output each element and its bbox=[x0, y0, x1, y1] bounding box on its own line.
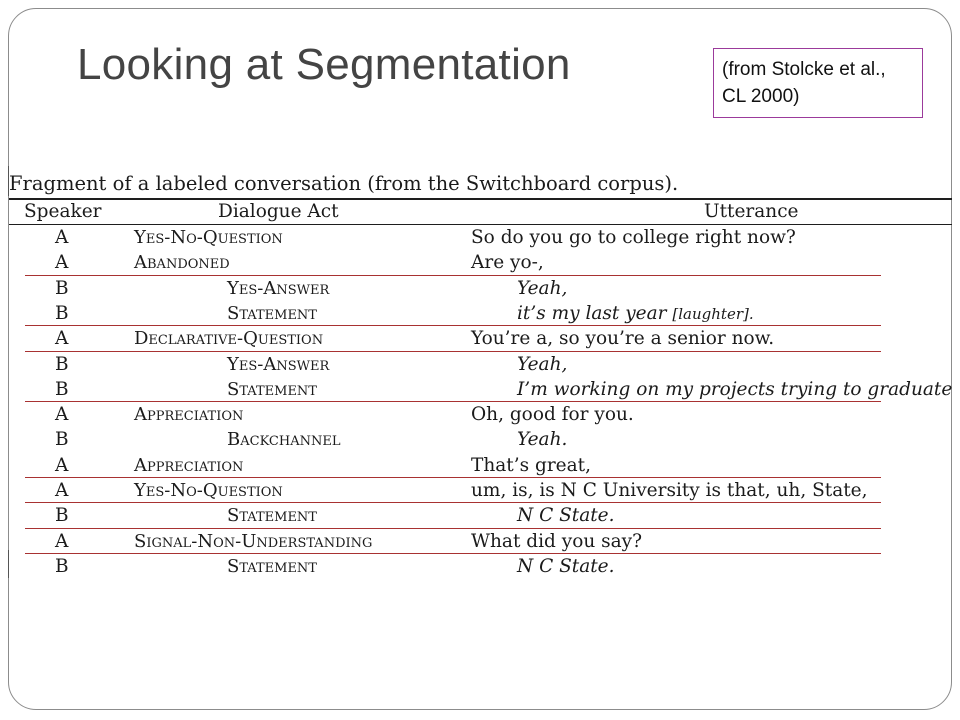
table-row bbox=[0, 529, 952, 554]
utterance-text: Oh, good for you. bbox=[471, 404, 634, 426]
table-row bbox=[0, 478, 952, 503]
utterance-cell bbox=[471, 402, 634, 427]
utterance-text: Are yo-, bbox=[471, 252, 544, 274]
utterance-cell bbox=[471, 453, 591, 478]
dialogue-act-cell: Appreciation bbox=[134, 404, 244, 426]
table-row bbox=[0, 453, 952, 478]
utterance-cell bbox=[517, 352, 567, 377]
utterance-cell bbox=[471, 478, 868, 503]
dialogue-act-cell: Statement bbox=[227, 302, 317, 324]
table-row bbox=[0, 301, 952, 326]
speaker-cell: B bbox=[55, 378, 69, 400]
speaker-cell: B bbox=[55, 505, 69, 527]
utterance-text: What did you say? bbox=[471, 530, 643, 552]
table-caption: Fragment of a labeled conversation (from the Switchboard corpus). bbox=[9, 172, 679, 195]
speaker-cell: B bbox=[55, 429, 69, 451]
speaker-cell: A bbox=[55, 404, 69, 426]
table-row bbox=[0, 276, 952, 301]
table-row bbox=[0, 352, 952, 377]
utterance-text: You’re a, so you’re a senior now. bbox=[471, 328, 775, 350]
dialogue-act-cell: Yes-Answer bbox=[227, 353, 330, 375]
dialogue-act-cell: Yes-No-Question bbox=[134, 227, 283, 248]
speaker-cell: A bbox=[55, 480, 69, 501]
speaker-cell: A bbox=[55, 252, 69, 274]
utterance-cell bbox=[517, 503, 615, 528]
utterance-cell bbox=[517, 276, 567, 301]
dialogue-act-table bbox=[0, 166, 952, 578]
table-header-row bbox=[0, 199, 952, 224]
utterance-cell bbox=[517, 377, 952, 402]
dialogue-act-cell: Statement bbox=[227, 555, 317, 577]
utterance-text: it’s my last year bbox=[517, 302, 667, 324]
utterance-text: Yeah, bbox=[517, 277, 568, 299]
utterance-annotation: [laughter]. bbox=[672, 304, 754, 323]
header-speaker: Speaker bbox=[24, 201, 102, 222]
utterance-cell bbox=[517, 554, 615, 578]
dialogue-act-cell: Statement bbox=[227, 505, 317, 527]
utterance-text: N C State. bbox=[517, 555, 615, 577]
citation-box: (from Stolcke et al., CL 2000) bbox=[713, 48, 923, 118]
slide-title: Looking at Segmentation bbox=[77, 40, 571, 89]
utterance-cell bbox=[471, 225, 796, 250]
table-row bbox=[0, 250, 952, 275]
dialogue-act-cell: Signal-Non-Understanding bbox=[134, 530, 373, 552]
speaker-cell: A bbox=[55, 454, 69, 476]
dialogue-act-cell: Statement bbox=[227, 378, 317, 400]
dialogue-act-cell: Yes-No-Question bbox=[134, 480, 283, 501]
utterance-cell bbox=[517, 301, 754, 327]
utterance-cell bbox=[471, 529, 642, 554]
table-row bbox=[0, 377, 952, 402]
speaker-cell: B bbox=[55, 302, 69, 324]
dialogue-act-cell: Yes-Answer bbox=[227, 277, 330, 299]
speaker-cell: B bbox=[55, 555, 69, 577]
dialogue-act-cell: Backchannel bbox=[227, 429, 341, 451]
header-utterance: Utterance bbox=[704, 201, 799, 222]
speaker-cell: A bbox=[55, 227, 69, 248]
speaker-cell: A bbox=[55, 530, 69, 552]
speaker-cell: B bbox=[55, 353, 69, 375]
utterance-cell bbox=[471, 250, 544, 275]
speaker-cell: B bbox=[55, 277, 69, 299]
table-row bbox=[0, 225, 952, 250]
utterance-text: So do you go to college right now? bbox=[471, 227, 796, 248]
utterance-text: I’m working on my projects trying to graduate bbox=[517, 378, 952, 400]
utterance-text: That’s great, bbox=[471, 454, 591, 476]
table-row bbox=[0, 503, 952, 528]
utterance-text: um, is, is N C University is that, uh, State, bbox=[471, 480, 868, 501]
table-row bbox=[0, 402, 952, 427]
utterance-text: N C State. bbox=[517, 505, 615, 527]
table-row bbox=[0, 326, 952, 351]
dialogue-act-cell: Abandoned bbox=[134, 252, 230, 274]
dialogue-act-cell: Declarative-Question bbox=[134, 328, 324, 350]
utterance-text: Yeah. bbox=[517, 429, 568, 451]
speaker-cell: A bbox=[55, 328, 69, 350]
utterance-cell bbox=[517, 427, 567, 452]
utterance-text: Yeah, bbox=[517, 353, 568, 375]
dialogue-act-cell: Appreciation bbox=[134, 454, 244, 476]
header-dialogue-act: Dialogue Act bbox=[218, 201, 339, 222]
utterance-cell bbox=[471, 326, 774, 351]
table-row bbox=[0, 427, 952, 452]
table-row bbox=[0, 554, 952, 578]
